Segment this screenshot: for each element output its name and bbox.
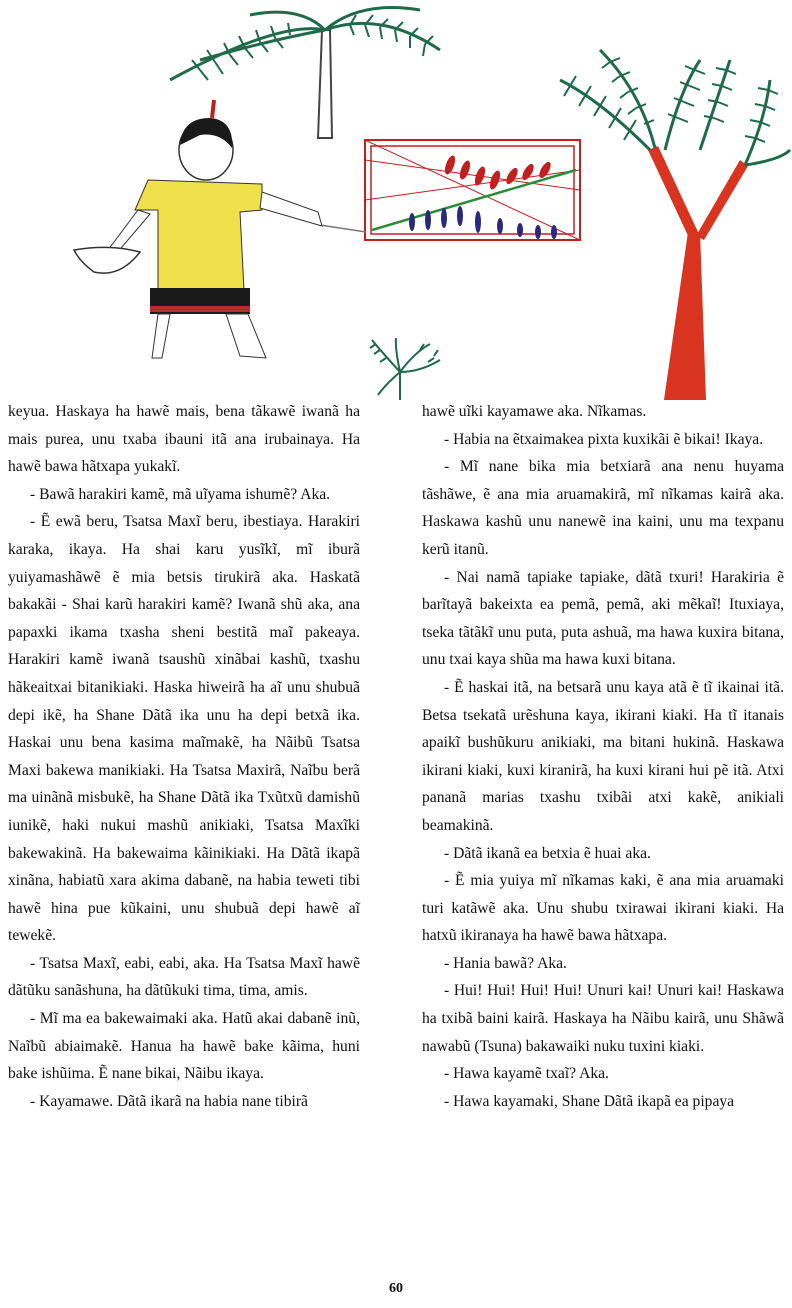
paragraph: - Ẽ haskai itã, na betsarã unu kaya atã ẽ tĩ ikainai itã. Betsa tsekatã urẽshuna kaya, ikirani kiaki. Ha tĩ itanais apaikĩ bushũkuru anikiaki, ma bitani hukinã. Haskawa ikirani kiaki, kuxi kiranirã, ha kuxi kirani hui pẽ itã. Atxi pananã marias txashu txibãi atxi kakẽ, anikiali beamakinã. [422,678,784,834]
paragraph: - Mĩ nane bika mia betxiarã ana nenu huyama tãshãwe, ẽ ana mia aruamakirã, mĩ nĩkamas kairã aka. Haskawa kashũ unu nanewẽ ina kaini, unu ma texpanu kerũ itanũ. [422,458,784,558]
right-column [422,398,784,1115]
paragraph: - Hania bawã? Aka. [444,954,567,972]
left-column [8,398,360,1115]
paragraph: - Hawa kayamaki, Shane Dãtã ikapã ea pipaya [444,1092,735,1110]
trap-icon [320,140,580,240]
paragraph: - Habia na ẽtxaimakea pixta kuxikãi ẽ bikai! Ikaya. [444,430,764,448]
bush-icon [370,338,440,400]
paragraph: - Ẽ mia yuiya mĩ nĩkamas kaki, ẽ ana mia aruamaki turi katãwẽ aka. Unu shubu txirawai ikirani kiaki. Ha hatxũ ikiranaya ha hawẽ bawa hãtxapa. [422,872,784,945]
paragraph: - Hui! Hui! Hui! Hui! Unuri kai! Unuri kai! Haskawa ha txibã baini kairã. Haskaya ha Nãibu kairã, unu Shãwã nawabũ (Tsuna) bakawaiki nuku tuxini kiaki. [422,982,784,1055]
paragraph: - Tsatsa Maxĩ, eabi, eabi, aka. Ha Tsatsa Maxĩ hawẽ dãtũku sanãshuna, ha dãtũkuki tima, tima, amis. [8,954,360,1000]
paragraph: - Mĩ ma ea bakewaimaki aka. Hatũ akai dabanẽ inũ, Naĩbũ abiaimakẽ. Hanua ha hawẽ bake kãima, huni bake ishũima. Ẽ nane bikai, Nãibu ikaya. [8,1010,360,1083]
paragraph: - Ẽ ewã beru, Tsatsa Maxĩ beru, ibestiaya. Harakiri karaka, ikaya. Ha shai karu yusĩkĩ, mĩ iburã yuiyamashãwẽ ẽ mia betsis tirukirã aka. Haskatã bakakãi - Shai karũ harakiri kamẽ? Iwanã shũ aka, ana papaxki ikama txasha sheni bestitã maĩ pakeaya. Harakiri kamẽ iwanã tsaushũ xinãbai kashũ, txashu hãkeaitxai bitanikiaki. Haska hiweirã ha aĩ unu shubuã depi ikẽ, ha Shane Dãtã ika unu ha depi betxã ika. Haskai unu bena kasima maĩmakẽ, ha Nãibũ Tsatsa Maxi bakewa manikiaki. Ha Tsatsa Maxirã, Naĩbu berã ma uinãnã misbukẽ, ha Shane Dãtã ika Txũtxũ damishũ iunikẽ, haki nukui mashũ anikiaki, Tsatsa Maxĩki bakewakinã. Ha bakewaima kãinikiaki. Ha Dãtã ikapã xinãna, habiatũ xara akima dabanẽ, na habia teweti tibi hawẽ hina pue kũkaini, unu shubuã depi hawẽ aĩ tewekẽ. [8,513,360,945]
paragraph: - Hawa kayamẽ txaĩ? Aka. [444,1065,609,1083]
paragraph: keyua. Haskaya ha hawẽ mais, bena tãkawẽ iwanã ha mais purea, unu txaba ibauni itã ana irubainaya. Ha hawẽ bawa hãtxapa yukakĩ. [8,403,360,476]
paragraph: - Bawã harakiri kamẽ, mã uĩyama ishumẽ? Aka. [30,485,331,503]
paragraph: - Kayamawe. Dãtã ikarã na habia nane tibirã [30,1092,308,1110]
paragraph: - Dãtã ikanã ea betxia ẽ huai aka. [444,844,651,862]
paragraph: - Nai namã tapiake tapiake, dãtã txuri! Harakiria ẽ barĩtayã bakeixta ea pemã, pemã, aki mẽkaĩ! Ituxiaya, tseka tãtãkĩ unu puta, puta ashuã, ma hawa kuxira bitana, unu txai kaya shũa ma hawa kuxi bitana. [422,568,784,669]
paragraph: hawẽ uĩki kayamawe aka. Nĩkamas. [422,403,647,420]
boy-figure-icon [74,100,322,358]
illustration [0,0,792,400]
page-number: 60 [389,1281,403,1296]
red-tree-icon [560,50,790,400]
